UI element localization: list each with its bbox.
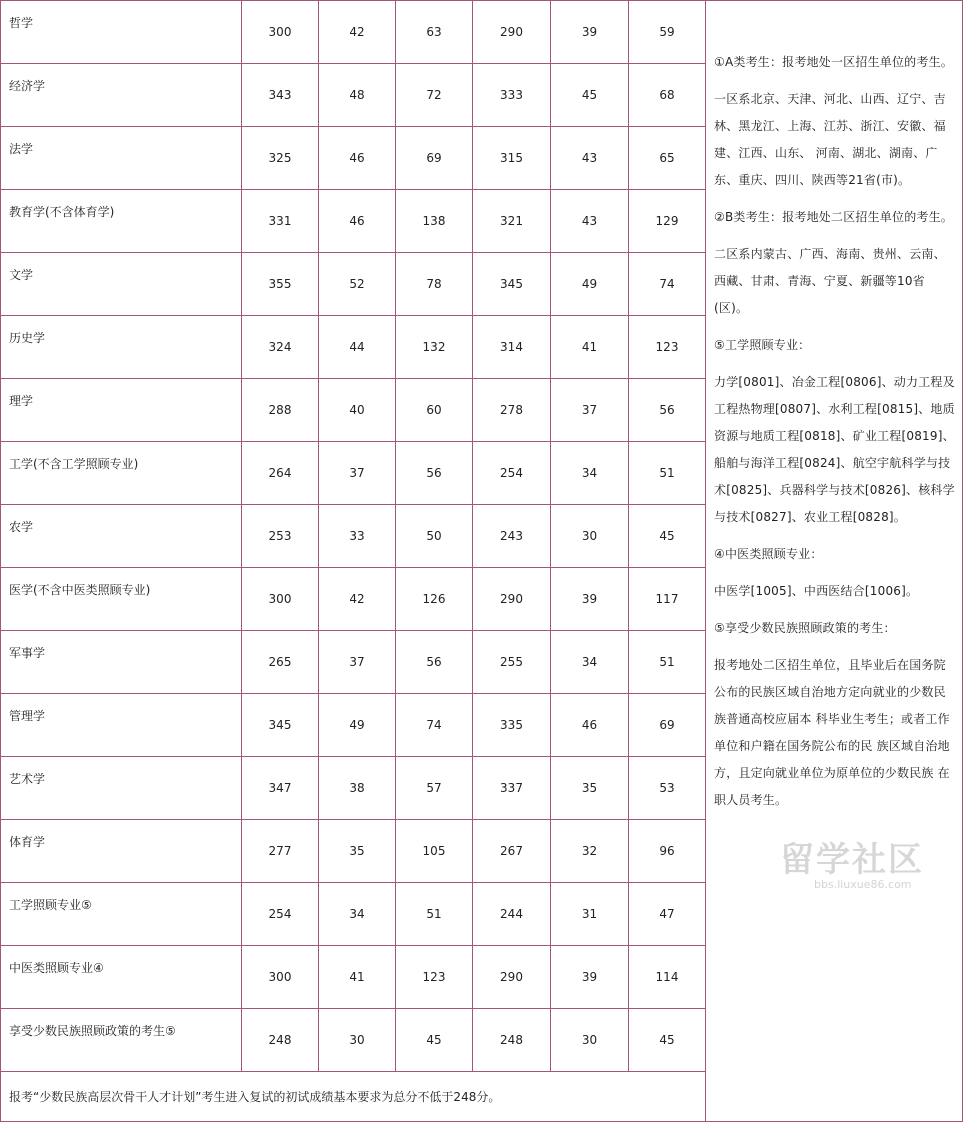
score-cell: 255 <box>473 631 551 694</box>
score-cell: 43 <box>551 190 629 253</box>
footer-note: 报考“少数民族高层次骨干人才计划”考生进入复试的初试成绩基本要求为总分不低于248分。 <box>1 1072 706 1122</box>
score-cell: 51 <box>396 883 473 946</box>
score-cell: 290 <box>473 1 551 64</box>
score-cell: 34 <box>319 883 396 946</box>
score-cell: 335 <box>473 694 551 757</box>
score-cell: 60 <box>396 379 473 442</box>
score-cell: 43 <box>551 127 629 190</box>
score-cell: 49 <box>319 694 396 757</box>
score-cell: 277 <box>242 820 319 883</box>
note-paragraph: ⑤工学照顾专业： <box>714 338 811 352</box>
subject-cell: 历史学 <box>1 316 242 379</box>
score-cell: 267 <box>473 820 551 883</box>
score-cell: 278 <box>473 379 551 442</box>
score-cell: 47 <box>629 883 706 946</box>
score-cell: 51 <box>629 442 706 505</box>
score-cell: 254 <box>242 883 319 946</box>
score-cell: 38 <box>319 757 396 820</box>
watermark-url: bbs.liuxue86.com <box>814 878 912 891</box>
score-cell: 46 <box>319 127 396 190</box>
score-cell: 343 <box>242 64 319 127</box>
score-cell: 52 <box>319 253 396 316</box>
subject-cell: 医学(不含中医类照顾专业) <box>1 568 242 631</box>
score-cell: 129 <box>629 190 706 253</box>
score-cell: 345 <box>242 694 319 757</box>
note-paragraph: 报考地处二区招生单位，且毕业后在国务院公布的民族区域自治地方定向就业的少数民族普通高校应届本 科毕业生考生；或者工作单位和户籍在国务院公布的民 族区域自治地方，且定向就业单位为原单位的少数民族 在职人员考生。 <box>714 658 950 807</box>
subject-cell: 农学 <box>1 505 242 568</box>
score-cell: 331 <box>242 190 319 253</box>
subject-cell: 艺术学 <box>1 757 242 820</box>
score-cell: 248 <box>473 1009 551 1072</box>
score-cell: 65 <box>629 127 706 190</box>
score-cell: 315 <box>473 127 551 190</box>
score-cell: 37 <box>319 442 396 505</box>
score-cell: 123 <box>629 316 706 379</box>
note-paragraph: ②B类考生：报考地处二区招生单位的考生。 <box>714 210 953 224</box>
score-cell: 50 <box>396 505 473 568</box>
score-cell: 290 <box>473 946 551 1009</box>
note-paragraph: ④中医类照顾专业： <box>714 547 823 561</box>
note-paragraph: 力学[0801]、冶金工程[0806]、动力工程及工程热物理[0807]、水利工程[0815]、地质资源与地质工程[0818]、矿业工程[0819]、船舶与海洋工程[0824]、航空宇航科学与技术[0825]、兵器科学与技术[0826]、核科学与技术[0827]、农业工程[0828]。 <box>714 375 955 524</box>
score-cell: 35 <box>551 757 629 820</box>
note-paragraph: 一区系北京、天津、河北、山西、辽宁、吉林、黑龙江、上海、江苏、浙江、安徽、福建、江西、山东、 河南、湖北、湖南、广东、重庆、四川、陕西等21省(市)。 <box>714 92 946 187</box>
subject-cell: 教育学(不含体育学) <box>1 190 242 253</box>
score-cell: 74 <box>396 694 473 757</box>
note-paragraph: 二区系内蒙古、广西、海南、贵州、云南、西藏、甘肃、青海、宁夏、新疆等10省(区)。 <box>714 247 946 315</box>
subject-cell: 文学 <box>1 253 242 316</box>
score-cell: 114 <box>629 946 706 1009</box>
score-cell: 69 <box>629 694 706 757</box>
score-cell: 45 <box>396 1009 473 1072</box>
score-cell: 42 <box>319 1 396 64</box>
score-cell: 117 <box>629 568 706 631</box>
score-cell: 248 <box>242 1009 319 1072</box>
score-cell: 69 <box>396 127 473 190</box>
score-cell: 321 <box>473 190 551 253</box>
score-cell: 300 <box>242 946 319 1009</box>
score-cell: 324 <box>242 316 319 379</box>
score-cell: 68 <box>629 64 706 127</box>
score-cell: 40 <box>319 379 396 442</box>
score-cell: 44 <box>319 316 396 379</box>
score-cell: 337 <box>473 757 551 820</box>
score-cell: 32 <box>551 820 629 883</box>
score-cell: 53 <box>629 757 706 820</box>
score-cell: 48 <box>319 64 396 127</box>
score-cell: 63 <box>396 1 473 64</box>
score-cell: 254 <box>473 442 551 505</box>
score-cell: 41 <box>319 946 396 1009</box>
score-cell: 30 <box>319 1009 396 1072</box>
score-cell: 264 <box>242 442 319 505</box>
score-cell: 30 <box>551 505 629 568</box>
subject-cell: 工学(不含工学照顾专业) <box>1 442 242 505</box>
score-cell: 300 <box>242 1 319 64</box>
score-cell: 34 <box>551 442 629 505</box>
subject-cell: 哲学 <box>1 1 242 64</box>
score-cell: 49 <box>551 253 629 316</box>
score-cell: 345 <box>473 253 551 316</box>
score-cell: 288 <box>242 379 319 442</box>
subject-cell: 理学 <box>1 379 242 442</box>
score-cell: 45 <box>551 64 629 127</box>
score-cell: 51 <box>629 631 706 694</box>
score-cell: 244 <box>473 883 551 946</box>
score-cell: 41 <box>551 316 629 379</box>
subject-cell: 法学 <box>1 127 242 190</box>
score-cell: 56 <box>396 442 473 505</box>
score-cell: 243 <box>473 505 551 568</box>
score-cell: 56 <box>629 379 706 442</box>
score-cell: 96 <box>629 820 706 883</box>
note-paragraph: 中医学[1005]、中西医结合[1006]。 <box>714 584 919 598</box>
subject-cell: 享受少数民族照顾政策的考生⑤ <box>1 1009 242 1072</box>
score-cell: 46 <box>551 694 629 757</box>
score-cell: 37 <box>319 631 396 694</box>
score-cell: 72 <box>396 64 473 127</box>
score-cell: 132 <box>396 316 473 379</box>
score-cell: 33 <box>319 505 396 568</box>
note-paragraph: ⑤享受少数民族照顾政策的考生： <box>714 621 896 635</box>
score-cell: 35 <box>319 820 396 883</box>
score-cell: 290 <box>473 568 551 631</box>
score-cell: 105 <box>396 820 473 883</box>
score-cell: 39 <box>551 568 629 631</box>
score-cell: 347 <box>242 757 319 820</box>
notes-cell <box>706 1 963 1122</box>
subject-cell: 管理学 <box>1 694 242 757</box>
score-cell: 46 <box>319 190 396 253</box>
score-cell: 138 <box>396 190 473 253</box>
table-row <box>1 1 963 64</box>
score-cell: 45 <box>629 1009 706 1072</box>
subject-cell: 工学照顾专业⑤ <box>1 883 242 946</box>
score-cell: 126 <box>396 568 473 631</box>
score-cell: 30 <box>551 1009 629 1072</box>
watermark-logo: 留学社区 <box>780 840 924 880</box>
score-cell: 57 <box>396 757 473 820</box>
score-cell: 31 <box>551 883 629 946</box>
subject-cell: 军事学 <box>1 631 242 694</box>
score-cell: 39 <box>551 1 629 64</box>
score-cell: 333 <box>473 64 551 127</box>
score-cell: 123 <box>396 946 473 1009</box>
subject-cell: 中医类照顾专业④ <box>1 946 242 1009</box>
score-cell: 253 <box>242 505 319 568</box>
score-cell: 56 <box>396 631 473 694</box>
score-cell: 34 <box>551 631 629 694</box>
score-cell: 78 <box>396 253 473 316</box>
score-cell: 59 <box>629 1 706 64</box>
subject-cell: 体育学 <box>1 820 242 883</box>
score-cell: 355 <box>242 253 319 316</box>
score-cell: 42 <box>319 568 396 631</box>
score-cell: 45 <box>629 505 706 568</box>
subject-cell: 经济学 <box>1 64 242 127</box>
score-cell: 314 <box>473 316 551 379</box>
score-cell: 37 <box>551 379 629 442</box>
score-cell: 39 <box>551 946 629 1009</box>
score-cell: 325 <box>242 127 319 190</box>
score-cell: 74 <box>629 253 706 316</box>
score-cell: 300 <box>242 568 319 631</box>
note-paragraph: ①A类考生：报考地处一区招生单位的考生。 <box>714 55 953 69</box>
score-cell: 265 <box>242 631 319 694</box>
